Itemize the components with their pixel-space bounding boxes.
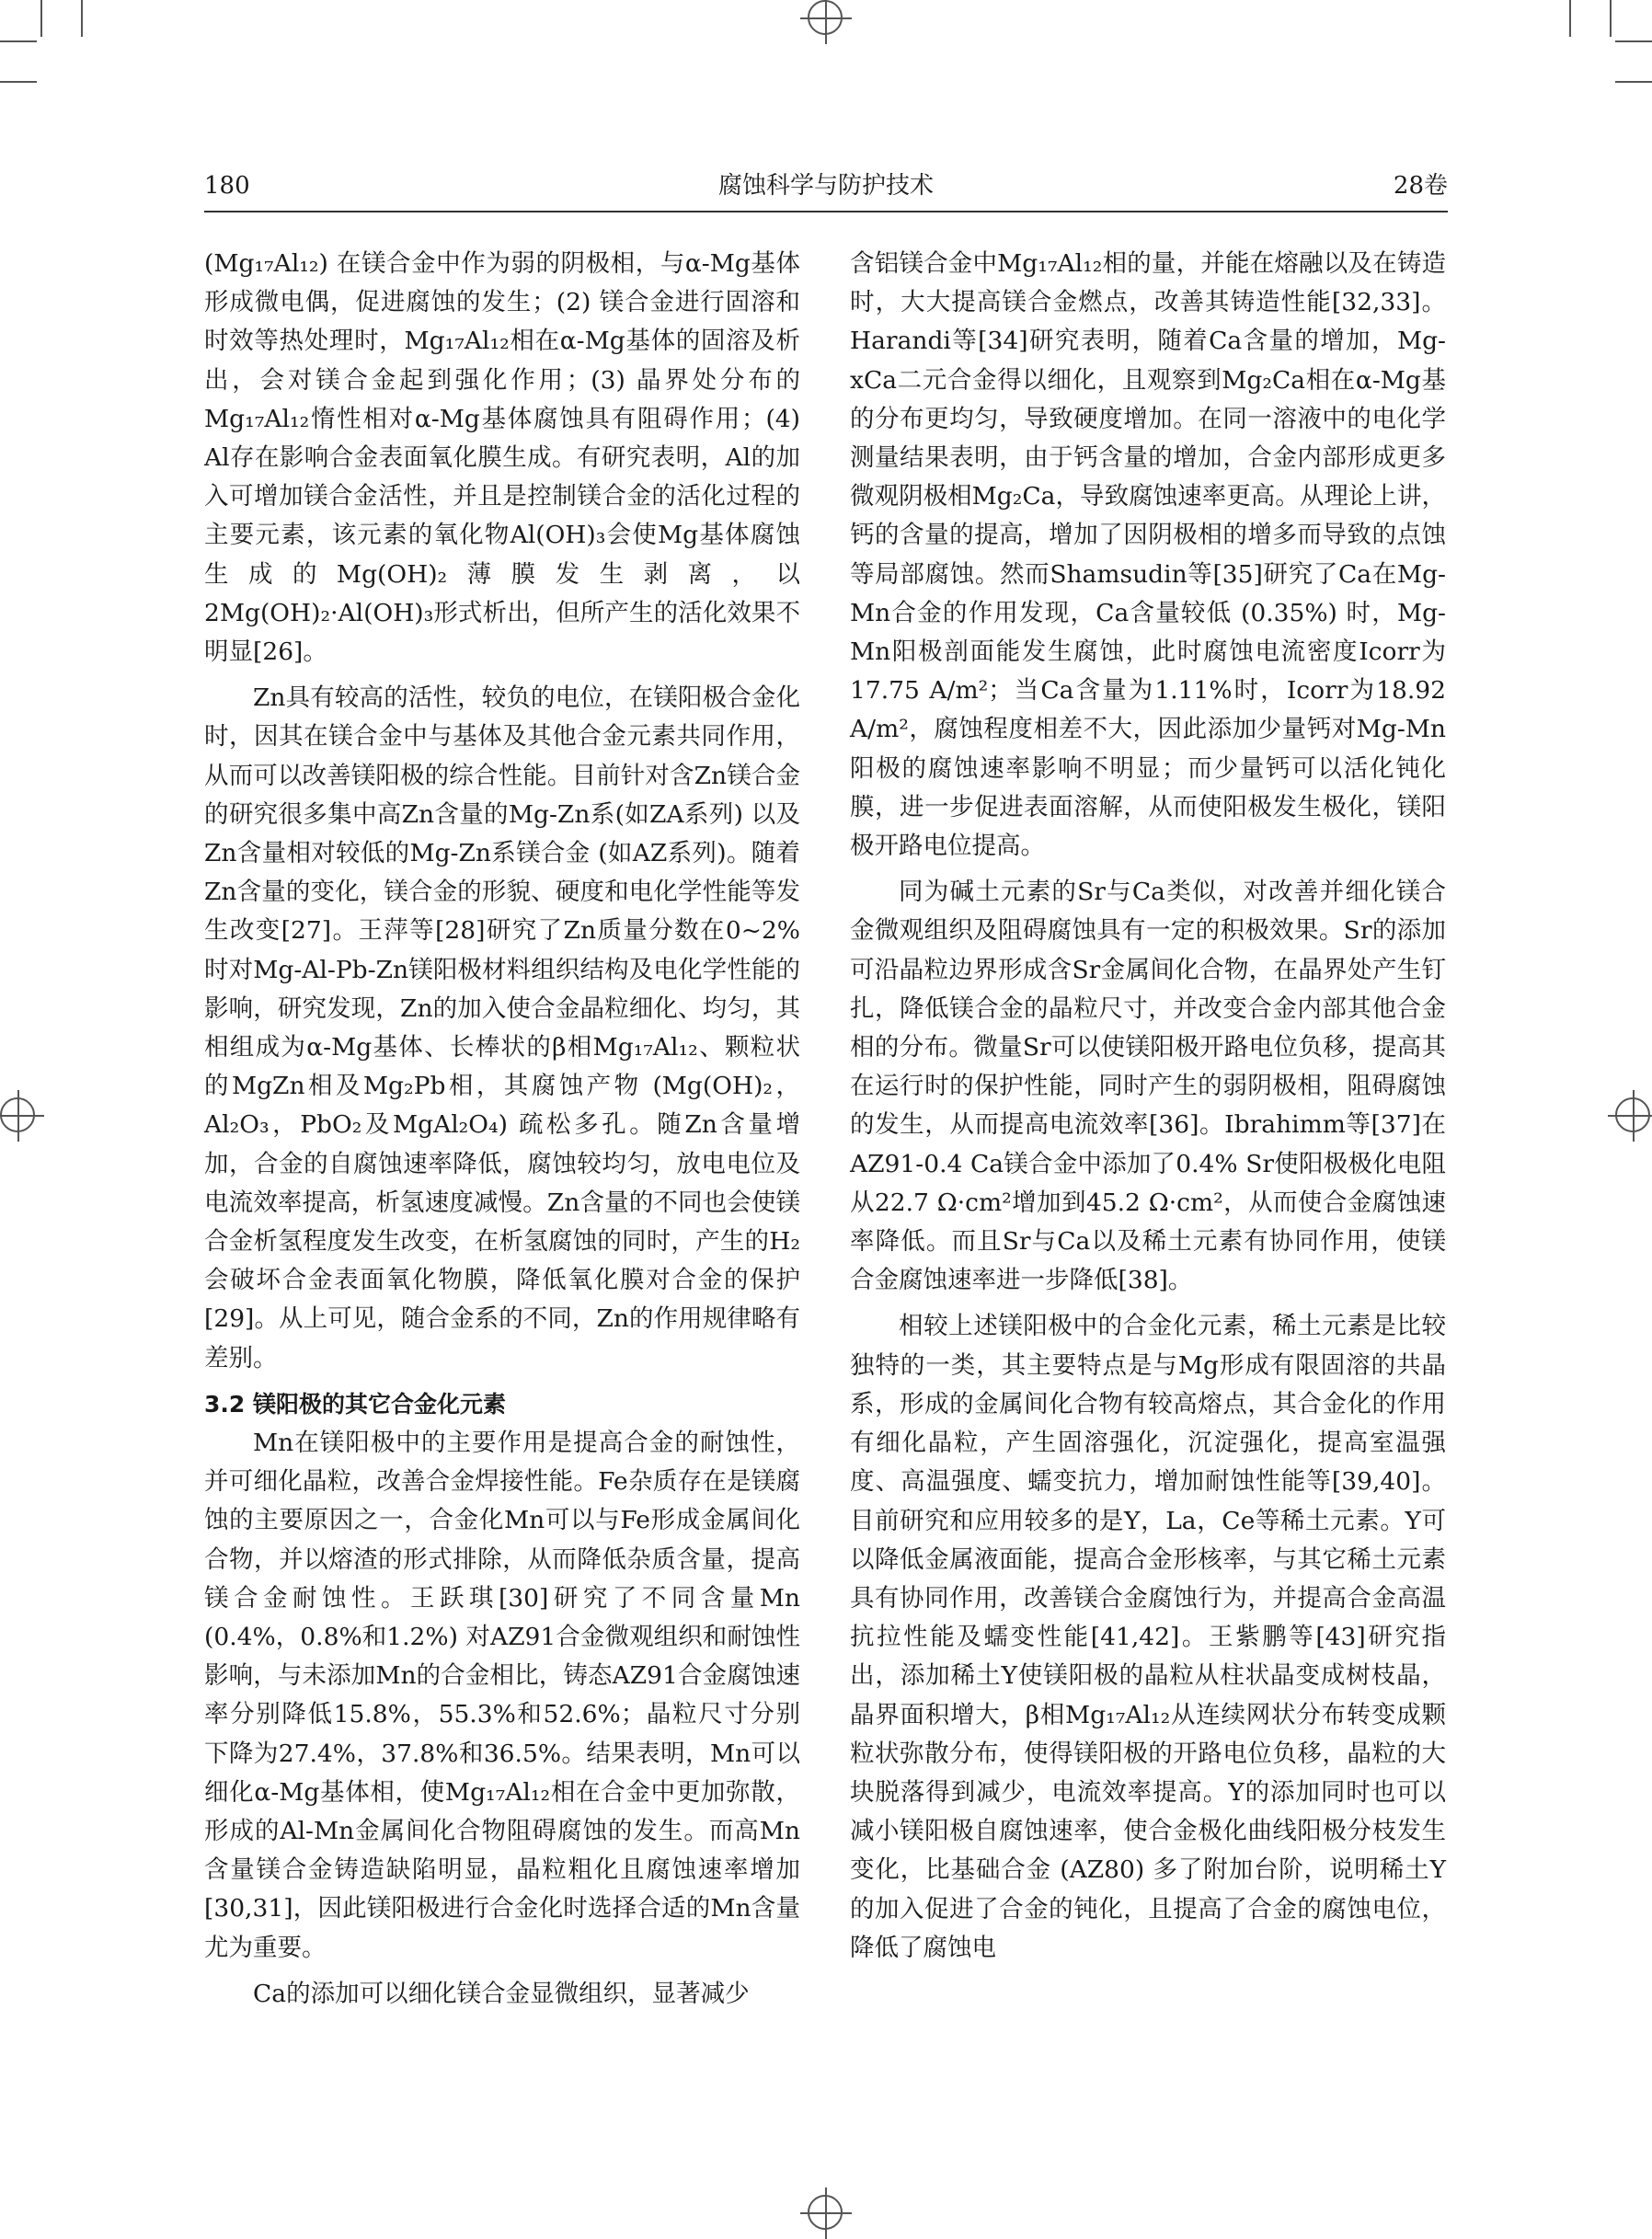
- paragraph: Ca的添加可以细化镁合金显微组织，显著减少: [253, 1979, 750, 2008]
- header-rule: [204, 211, 1448, 212]
- page-number: 180: [204, 172, 250, 200]
- crop-mark: [1615, 81, 1652, 83]
- volume-label: 28卷: [1393, 172, 1448, 200]
- section-heading: 3.2 镁阳极的其它合金化元素: [204, 1390, 506, 1418]
- journal-title: 腐蚀科学与防护技术: [717, 172, 934, 200]
- paragraph: 含铝镁合金中Mg₁₇Al₁₂相的量，并能在熔融以及在铸造时，大大提高镁合金燃点，改善其铸造性能[32,33]。Harandi等[34]研究表明，随着Ca含量的增加，Mg-xCa二元合金得以细化，且观察到Mg₂Ca相在α-Mg基的分布更均匀，导致硬度增加。在同一溶液中的电化学测量结果表明，由于钙含量的增加，合金内部形成更多微观阴极相Mg₂Ca，导致腐蚀速率更高。从理论上讲，钙的含量的提高，增加了因阴极相的增多而导致的点蚀等局部腐蚀。然而Shamsudin等[35]研究了Ca在Mg-Mn合金的作用发现，Ca含量较低 (0.35%) 时，Mg-Mn阳极剖面能发生腐蚀，此时腐蚀电流密度Icorr为17.75 A/m²；当Ca含量为1.11%时，Icorr为18.92 A/m²，腐蚀程度相差不大，因此添加少量钙对Mg-Mn阳极的腐蚀速率影响不明显；而少量钙可以活化钝化膜，进一步促进表面溶解，从而使阳极发生极化，镁阳极开路电位提高。: [850, 249, 1446, 861]
- paragraph: Zn具有较高的活性，较负的电位，在镁阳极合金化时，因其在镁合金中与基体及其他合金元素共同作用，从而可以改善镁阳极的综合性能。目前针对含Zn镁合金的研究很多集中高Zn含量的Mg-Zn系(如ZA系列) 以及Zn含量相对较低的Mg-Zn系镁合金 (如AZ系列)。随着Zn含量的变化，镁合金的形貌、硬度和电化学性能等发生改变[27]。王萍等[28]研究了Zn质量分数在0~2%时对Mg-Al-Pb-Zn镁阳极材料组织结构及电化学性能的影响，研究发现，Zn的加入使合金晶粒细化、均匀，其相组成为α-Mg基体、长棒状的β相Mg₁₇Al₁₂、颗粒状的MgZn相及Mg₂Pb相，其腐蚀产物 (Mg(OH)₂，Al₂O₃，PbO₂及MgAl₂O₄) 疏松多孔。随Zn含量增加，合金的自腐蚀速率降低，腐蚀较均匀，放电电位及电流效率提高，析氢速度减慢。Zn含量的不同也会使镁合金析氢程度发生改变，在析氢腐蚀的同时，产生的H₂会破坏合金表面氧化物膜，降低氧化膜对合金的保护[29]。从上可见，随合金系的不同，Zn的作用规律略有差别。: [204, 683, 800, 1372]
- crop-mark: [1569, 0, 1571, 37]
- running-header: [204, 167, 1448, 204]
- paragraph: (Mg₁₇Al₁₂) 在镁合金中作为弱的阴极相，与α-Mg基体形成微电偶，促进腐蚀的发生；(2) 镁合金进行固溶和时效等热处理时，Mg₁₇Al₁₂相在α-Mg基体的固溶及析出，会对镁合金起到强化作用；(3) 晶界处分布的Mg₁₇Al₁₂惰性相对α-Mg基体腐蚀具有阻碍作用；(4) Al存在影响合金表面氧化膜生成。有研究表明，Al的加入可增加镁合金活性，并且是控制镁合金的活化过程的主要元素，该元素的氧化物Al(OH)₃会使Mg基体腐蚀生成的Mg(OH)₂薄膜发生剥离，以2Mg(OH)₂·Al(OH)₃形式析出，但所产生的活化效果不明显[26]。: [204, 249, 800, 667]
- crop-mark: [81, 0, 83, 37]
- registration-mark-left: [0, 1090, 44, 1142]
- crop-mark: [40, 0, 42, 37]
- registration-mark-top: [800, 0, 852, 44]
- crop-mark: [1610, 0, 1612, 37]
- registration-mark-right: [1608, 1090, 1652, 1142]
- paragraph: 相较上述镁阳极中的合金化元素，稀土元素是比较独特的一类，其主要特点是与Mg形成有限固溶的共晶系，形成的金属间化合物有较高熔点，其合金化的作用有细化晶粒，产生固溶强化，沉淀强化，提高室温强度、高温强度、蠕变抗力，增加耐蚀性能等[39,40]。目前研究和应用较多的是Y，La，Ce等稀土元素。Y可以降低金属液面能，提高合金形核率，与其它稀土元素具有协同作用，改善镁合金腐蚀行为，并提高合金高温抗拉性能及蠕变性能[41,42]。王紫鹏等[43]研究指出，添加稀土Y使镁阳极的晶粒从柱状晶变成树枝晶，晶界面积增大，β相Mg₁₇Al₁₂从连续网状分布转变成颗粒状弥散分布，使得镁阳极的开路电位负移，晶粒的大块脱落得到减少，电流效率提高。Y的添加同时也可以减小镁阳极自腐蚀速率，使合金极化曲线阳极分枝发生变化，比基础合金 (AZ80) 多了附加台阶，说明稀土Y的加入促进了合金的钝化，且提高了合金的腐蚀电位，降低了腐蚀电: [850, 1312, 1446, 1962]
- right-column: [850, 245, 1446, 1975]
- crop-mark: [1615, 40, 1652, 42]
- crop-mark: [0, 40, 37, 42]
- paragraph: Mn在镁阳极中的主要作用是提高合金的耐蚀性，并可细化晶粒，改善合金焊接性能。Fe杂质存在是镁腐蚀的主要原因之一，合金化Mn可以与Fe形成金属间化合物，并以熔渣的形式排除，从而降低杂质含量，提高镁合金耐蚀性。王跃琪[30]研究了不同含量Mn (0.4%，0.8%和1.2%) 对AZ91合金微观组织和耐蚀性影响，与未添加Mn的合金相比，铸态AZ91合金腐蚀速率分别降低15.8%，55.3%和52.6%；晶粒尺寸分别下降为27.4%，37.8%和36.5%。结果表明，Mn可以细化α-Mg基体相，使Mg₁₇Al₁₂相在合金中更加弥散，形成的Al-Mn金属间化合物阻碍腐蚀的发生。而高Mn含量镁合金铸造缺陷明显，晶粒粗化且腐蚀速率增加[30,31]，因此镁阳极进行合金化时选择合适的Mn含量尤为重要。: [204, 1428, 800, 1962]
- crop-mark: [0, 81, 37, 83]
- left-column: [204, 245, 800, 2021]
- paragraph: 同为碱土元素的Sr与Ca类似，对改善并细化镁合金微观组织及阻碍腐蚀具有一定的积极效果。Sr的添加可沿晶粒边界形成含Sr金属间化合物，在晶界处产生钉扎，降低镁合金的晶粒尺寸，并改变合金内部其他合金相的分布。微量Sr可以使镁阳极开路电位负移，提高其在运行时的保护性能，同时产生的弱阴极相，阻碍腐蚀的发生，从而提高电流效率[36]。Ibrahimm等[37]在AZ91-0.4 Ca镁合金中添加了0.4% Sr使阳极极化电阻从22.7 Ω·cm²增加到45.2 Ω·cm²，从而使合金腐蚀速率降低。而且Sr与Ca以及稀土元素有协同作用，使镁合金腐蚀速率进一步降低[38]。: [850, 878, 1446, 1295]
